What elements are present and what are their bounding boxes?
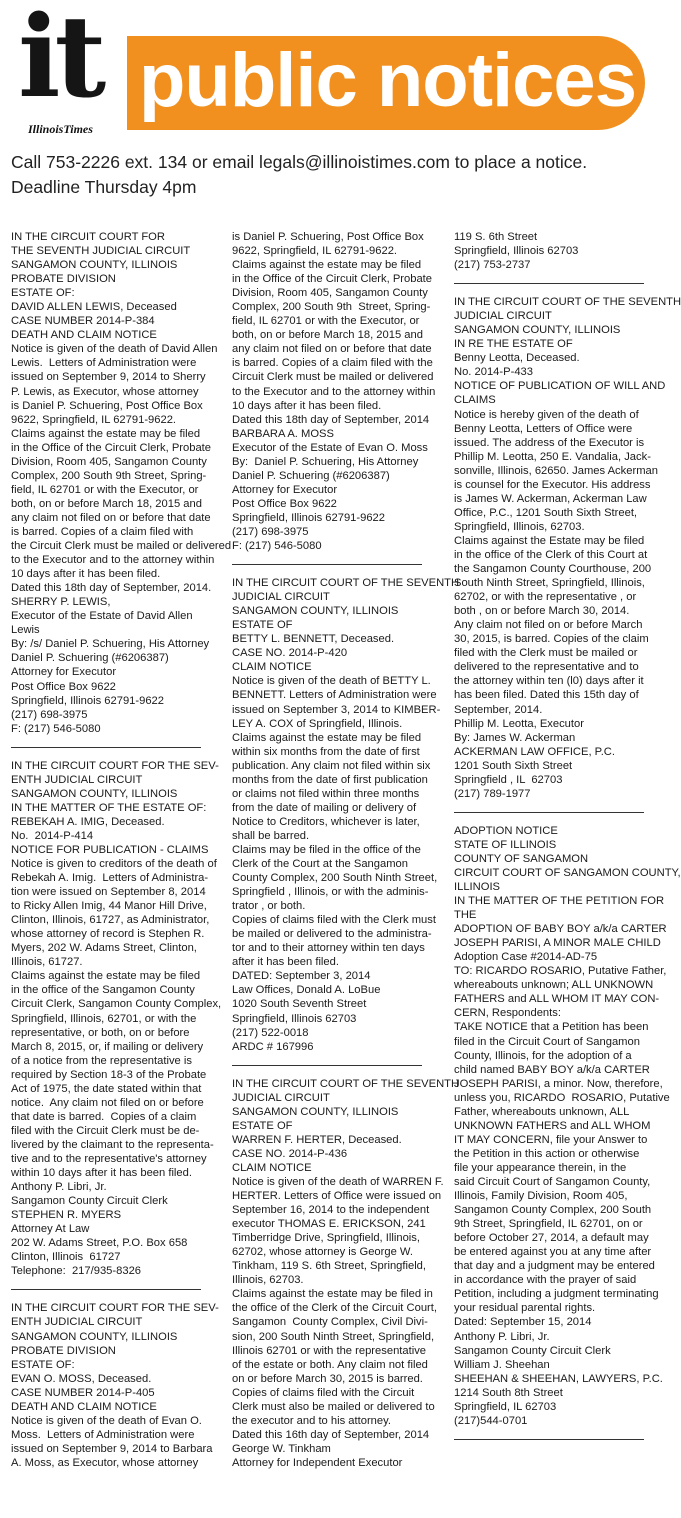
contact-line: Call 753-2226 ext. 134 or email legals@illinoistimes.com to place a notice. [11, 152, 588, 172]
divider [454, 283, 644, 284]
logo-name: IllinoisTimes [28, 122, 93, 136]
illinois-times-logo[interactable] [14, 0, 122, 136]
notice-imig-estate: IN THE CIRCUIT COURT FOR THE SEV- ENTH JUDICIAL CIRCUIT SANGAMON COUNTY, ILLINOIS IN THE MATTER OF THE ESTATE OF: REBEKAH A. IMIG, Deceased. No. 2014-P-414 NOTICE FOR PUBLICATION - CLAIMS Notice is given to creditors of the death of Rebekah A. Imig. Letters of Administra- tion were issued on September 8, 2014 to Ricky Allen Imig, 44 Manor Hill Drive, Clinton, Illinois, 61727, as Administrator, whose attorney of record is Stephen R. Myers, 202 W. Adams Street, Clinton, Illinois, 61727. Claims against the estate may be filed in the office of the Sangamon County Circuit Clerk, Sangamon County Complex, Springfield, Illinois, 62701, or with the representative, or both, on or before March 8, 2015, or, if mailing or delivery of a notice from the representative is required by Section 18-3 of the Probate Act of 1975, the date stated within that notice. Any claim not filed on or before that date is barred. Copies of a claim filed with the Circuit Clerk must be de- livered by the claimant to the representa- tive and to the representative's attorney within 10 days after it has been filed. Anthony P. Libri, Jr. Sangamon County Circuit Clerk STEPHEN R. MYERS Attorney At Law 202 W. Adams Street, P.O. Box 658 Clinton, Illinois 61727 Telephone: 217/935-8326 [11, 759, 222, 1278]
notice-moss-estate-continued: is Daniel P. Schuering, Post Office Box 9622, Springfield, IL 62791-9622. Claims against the estate may be filed in the Office of the Circuit Clerk, Probate Division, Room 405, Sangamon County Complex, 200 South 9th Street, Spring- field, IL 62701 or with the Executor, or both, on or before March 18, 2015 and any claim not filed on or before that date is barred. Copies of a claim filed with the Circuit Clerk must be mailed or delivered to the Executor and to the attorney within 10 days after it has been filed. Dated this 18th day of September, 2014 BARBARA A. MOSS Executor of the Estate of Evan O. Moss By: Daniel P. Schuering, His Attorney Daniel P. Schuering (#6206387) Attorney for Executor Post Office Box 9622 Springfield, Illinois 62791-9622 (217) 698-3975 F: (217) 546-5080 [232, 231, 436, 553]
deadline-line: Deadline Thursday 4pm [11, 177, 197, 197]
notice-bennett-estate: IN THE CIRCUIT COURT OF THE SEVENTH JUDICIAL CIRCUIT SANGAMON COUNTY, ILLINOIS ESTATE OF BETTY L. BENNETT, Deceased. CASE NO. 2014-P-420 CLAIM NOTICE Notice is given of the death of BETTY L. BENNETT. Letters of Administration were issued on September 3, 2014 to KIMBER- LEY A. COX of Springfield, Illinois. Claims against the estate may be filed within six months from the date of first publication. Any claim not filed within six months from the date of first publication or claims not filed within three months from the date of mailing or delivery of Notice to Creditors, whichever is later, shall be barred. Claims may be filed in the office of the Clerk of the Court at the Sangamon County Complex, 200 South Ninth Street, Springfield , Illinois, or with the adminis- trator , or both. Copies of claims filed with the Clerk must be mailed or delivered to the administra- tor and to their attorney within ten days after it has been filed. DATED: September 3, 2014 Law Offices, Donald A. LoBue 1020 South Seventh Street Springfield, Illinois 62703 (217) 522-0018 ARDC # 167996 [232, 577, 460, 1053]
notice-adoption: ADOPTION NOTICE STATE OF ILLINOIS COUNTY OF SANGAMON CIRCUIT COURT OF SANGAMON COUNTY, ILLINOIS IN THE MATTER OF THE PETITION FOR THE ADOPTION OF BABY BOY a/k/a CARTER JOSEPH PARISI, A MINOR MALE CHILD Adoption Case #2014-AD-75 TO: RICARDO ROSARIO, Putative Father, whereabouts unknown; ALL UNKNOWN FATHERS and ALL WHOM IT MAY CON- CERN, Respondents: TAKE NOTICE that a Petition has been filed in the Circuit Court of Sangamon County, Illinois, for the adoption of a child named BABY BOY a/k/a CARTER JOSEPH PARISI, a minor. Now, therefore, unless you, RICARDO ROSARIO, Putative Father, whereabouts unknown, ALL UNKNOWN FATHERS and ALL WHOM IT MAY CONCERN, file your Answer to the Petition in this action or otherwise file your appearance therein, in the said Circuit Court of Sangamon County, Illinois, Family Division, Room 405, Sangamon County Complex, 200 South 9th Street, Springfield, IL 62701, on or before October 27, 2014, a default may be entered against you at any time after that day and a judgment may be entered in accordance with the prayer of said Petition, including a judgment terminating your residual parental rights. Dated: September 15, 2014 Anthony P. Libri, Jr. Sangamon County Circuit Clerk William J. Sheehan SHEEHAN & SHEEHAN, LAWYERS, P.C. 1214 South 8th Street Springfield, IL 62703 (217)544-0701 [454, 824, 681, 1427]
logo-mark: it [18, 0, 101, 123]
notice-herter-estate-continued: 119 S. 6th Street Springfield, Illinois 62703 (217) 753-2737 [454, 231, 579, 272]
notices-column-1 [11, 230, 232, 1470]
notice-herter-estate: IN THE CIRCUIT COURT OF THE SEVENTH JUDICIAL CIRCUIT SANGAMON COUNTY, ILLINOIS ESTATE OF WARREN F. HERTER, Deceased. CASE NO. 2014-P-436 CLAIM NOTICE Notice is given of the death of WARREN F. HERTER. Letters of Office were issued on September 16, 2014 to the independent executor THOMAS E. ERICKSON, 241 Timberridge Drive, Springfield, Illinois, 62702, whose attorney is George W. Tinkham, 119 S. 6th Street, Springfield, Illinois, 62703. Claims against the estate may be filed in the office of the Clerk of the Circuit Court, Sangamon County Complex, Civil Divi- sion, 200 South Ninth Street, Springfield, Illinois 62701 or with the representative of the estate or both. Any claim not filed on or before March 30, 2015 is barred. Copies of claims filed with the Circuit Clerk must also be mailed or delivered to the executor and to his attorney. Dated this 16th day of September, 2014 George W. Tinkham Attorney for Independent Executor [232, 1077, 460, 1469]
contact-info [11, 150, 641, 200]
section-banner [127, 36, 645, 130]
divider [454, 1439, 644, 1440]
notices-column-3 [454, 230, 681, 1451]
notices-column-2 [232, 230, 460, 1470]
divider [11, 747, 201, 748]
masthead [0, 0, 649, 140]
divider [232, 564, 422, 565]
divider [232, 1065, 422, 1066]
divider [454, 812, 644, 813]
section-title: public notices [139, 38, 636, 123]
notice-leotta-estate: IN THE CIRCUIT COURT OF THE SEVENTH JUDICIAL CIRCUIT SANGAMON COUNTY, ILLINOIS IN RE THE ESTATE OF Benny Leotta, Deceased. No. 2014-P-433 NOTICE OF PUBLICATION OF WILL AND CLAIMS Notice is hereby given of the death of Benny Leotta, Letters of Office were issued. The address of the Executor is Phillip M. Leotta, 250 E. Vandalia, Jack- sonville, Illinois, 62650. James Ackerman is counsel for the Executor. His address is James W. Ackerman, Ackerman Law Office, P.C., 1201 South Sixth Street, Springfield, Illinois, 62703. Claims against the Estate may be filed in the office of the Clerk of this Court at the Sangamon County Courthouse, 200 South Ninth Street, Springfield, Illinois, 62702, or with the representative , or both , on or before March 30, 2014. Any claim not filed on or before March 30, 2015, is barred. Copies of the claim filed with the Clerk must be mailed or delivered to the representative and to the attorney within ten (l0) days after it has been filed. Dated this 15th day of September, 2014. Phillip M. Leotta, Executor By: James W. Ackerman ACKERMAN LAW OFFICE, P.C. 1201 South Sixth Street Springfield , IL 62703 (217) 789-1977 [454, 296, 681, 800]
notice-moss-estate: IN THE CIRCUIT COURT FOR THE SEV- ENTH JUDICIAL CIRCUIT SANGAMON COUNTY, ILLINOIS PROBATE DIVISION ESTATE OF: EVAN O. MOSS, Deceased. CASE NUMBER 2014-P-405 DEATH AND CLAIM NOTICE Notice is given of the death of Evan O. Moss. Letters of Administration were issued on September 9, 2014 to Barbara A. Moss, as Executor, whose attorney [11, 1302, 219, 1469]
divider [11, 1289, 201, 1290]
notice-lewis-estate: IN THE CIRCUIT COURT FOR THE SEVENTH JUDICIAL CIRCUIT SANGAMON COUNTY, ILLINOIS PROBATE DIVISION ESTATE OF: DAVID ALLEN LEWIS, Deceased CASE NUMBER 2014-P-384 DEATH AND CLAIM NOTICE Notice is given of the death of David Allen Lewis. Letters of Administration were issued on September 9, 2014 to Sherry P. Lewis, as Executor, whose attorney is Daniel P. Schuering, Post Office Box 9622, Springfield, IL 62791-9622. Claims against the estate may be filed in the Office of the Circuit Clerk, Probate Division, Room 405, Sangamon County Complex, 200 South 9th Street, Spring- field, IL 62701 or with the Executor, or both, on or before March 18, 2015 and any claim not filed on or before that date is barred. Copies of a claim filed with the Circuit Clerk must be mailed or delivered to the Executor and to the attorney within 10 days after it has been filed. Dated this 18th day of September, 2014. SHERRY P. LEWIS, Executor of the Estate of David Allen Lewis By: /s/ Daniel P. Schuering, His Attorney Daniel P. Schuering (#6206387) Attorney for Executor Post Office Box 9622 Springfield, Illinois 62791-9622 (217) 698-3975 F: (217) 546-5080 [11, 231, 232, 735]
